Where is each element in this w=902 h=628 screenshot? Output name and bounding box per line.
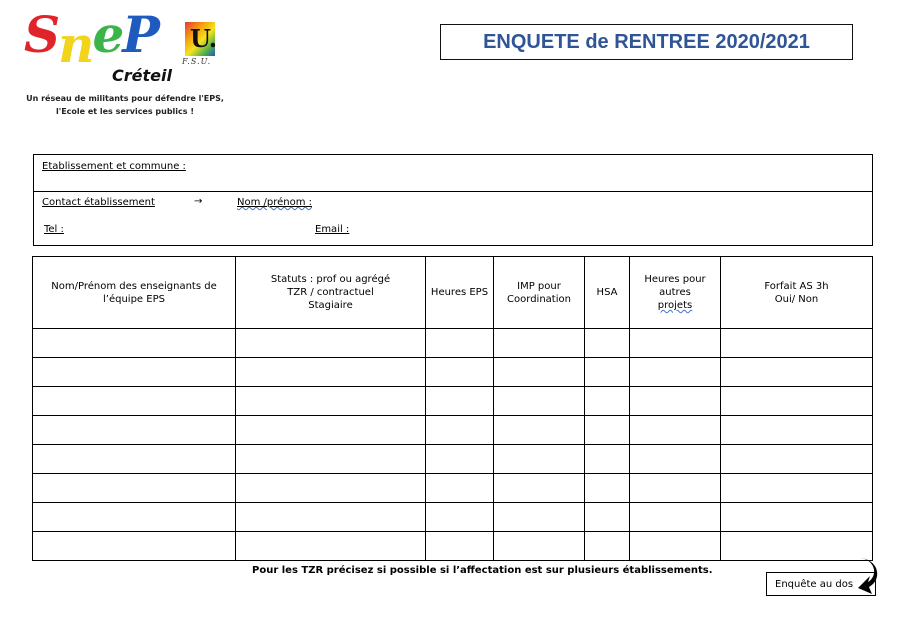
table-cell[interactable] [494,358,585,387]
table-cell[interactable] [585,445,630,474]
table-cell[interactable] [721,358,873,387]
col-header-name: Nom/Prénom des enseignants de l’équipe EPS [33,257,236,329]
table-cell[interactable] [494,474,585,503]
email-field[interactable]: Email : [315,224,350,235]
snep-logo [20,5,230,120]
table-row [33,503,873,532]
fsu-text: F.S.U. [182,57,212,66]
table-cell[interactable] [721,387,873,416]
table-row [33,445,873,474]
table-cell[interactable] [236,358,426,387]
table-cell[interactable] [236,445,426,474]
table-cell[interactable] [426,387,494,416]
table-cell[interactable] [236,532,426,561]
col-header-other-hours: Heures pour autres projets [630,257,721,329]
survey-back-note: Enquête au dos [766,572,876,596]
table-cell[interactable] [630,387,721,416]
table-cell[interactable] [630,503,721,532]
table-cell[interactable] [721,445,873,474]
logo-letter-e: e [92,5,123,64]
table-cell[interactable] [426,532,494,561]
name-field[interactable] [237,197,312,208]
table-cell[interactable] [33,358,236,387]
table-cell[interactable] [721,416,873,445]
table-cell[interactable] [721,474,873,503]
establishment-label: Etablissement et commune : [42,161,186,172]
table-cell[interactable] [494,445,585,474]
table-cell[interactable] [494,503,585,532]
table-row [33,416,873,445]
col-header-imp: IMP pour Coordination [494,257,585,329]
table-cell[interactable] [630,532,721,561]
tel-field[interactable]: Tel : [44,224,64,235]
logo-city: Créteil [112,66,172,85]
table-cell[interactable] [236,416,426,445]
tagline-line-2: l'Ecole et les services publics ! [56,107,194,116]
table-cell[interactable] [630,329,721,358]
establishment-row[interactable] [34,155,872,192]
logo-letter-n: n [58,15,93,74]
logo-letter-s: S [24,5,59,64]
table-cell[interactable] [585,358,630,387]
tagline-line-1: Un réseau de militants pour défendre l'EPS, [26,94,224,103]
arrow-right-icon: → [194,196,203,207]
table-cell[interactable] [33,329,236,358]
col-header-as-package: Forfait AS 3h Oui/ Non [721,257,873,329]
table-cell[interactable] [585,329,630,358]
table-cell[interactable] [426,474,494,503]
table-header-row [33,257,873,329]
table-cell[interactable] [236,474,426,503]
teachers-table [32,256,873,561]
table-cell[interactable] [33,503,236,532]
table-cell[interactable] [236,329,426,358]
table-cell[interactable] [426,445,494,474]
table-cell[interactable] [426,503,494,532]
table-cell[interactable] [236,387,426,416]
table-row [33,532,873,561]
table-cell[interactable] [630,445,721,474]
name-label: Nom /prénom : [237,197,313,208]
table-cell[interactable] [426,416,494,445]
table-cell[interactable] [33,387,236,416]
table-cell[interactable] [585,503,630,532]
table-cell[interactable] [33,445,236,474]
table-cell[interactable] [33,474,236,503]
table-cell[interactable] [494,416,585,445]
tzr-footnote: Pour les TZR précisez si possible si l’affectation est sur plusieurs établissements. [252,565,713,576]
table-cell[interactable] [236,503,426,532]
fsu-mark: U. [190,24,218,53]
col-header-hsa: HSA [585,257,630,329]
table-cell[interactable] [494,532,585,561]
col-header-status: Statuts : prof ou agrégé TZR / contractuel Stagiaire [236,257,426,329]
contact-label: Contact établissement [42,197,155,208]
col-header-hours-eps: Heures EPS [426,257,494,329]
table-row [33,387,873,416]
logo-wordmark [24,5,158,74]
table-cell[interactable] [426,329,494,358]
curved-arrow-icon [856,556,880,596]
table-body [33,329,873,561]
table-cell[interactable] [721,503,873,532]
table-cell[interactable] [494,329,585,358]
table-cell[interactable] [630,358,721,387]
table-cell[interactable] [33,416,236,445]
table-cell[interactable] [721,329,873,358]
table-cell[interactable] [426,358,494,387]
table-cell[interactable] [494,387,585,416]
establishment-info-box [33,154,873,246]
table-cell[interactable] [721,532,873,561]
logo-tagline [20,92,230,118]
table-cell[interactable] [630,474,721,503]
title-box [440,24,853,60]
table-cell[interactable] [585,474,630,503]
table-cell[interactable] [585,416,630,445]
table-cell[interactable] [630,416,721,445]
table-cell[interactable] [585,387,630,416]
table-row [33,358,873,387]
table-row [33,474,873,503]
logo-letter-p: P [122,5,158,64]
table-cell[interactable] [33,532,236,561]
table-cell[interactable] [585,532,630,561]
table-row [33,329,873,358]
page-title: ENQUETE de RENTREE 2020/2021 [483,30,810,53]
